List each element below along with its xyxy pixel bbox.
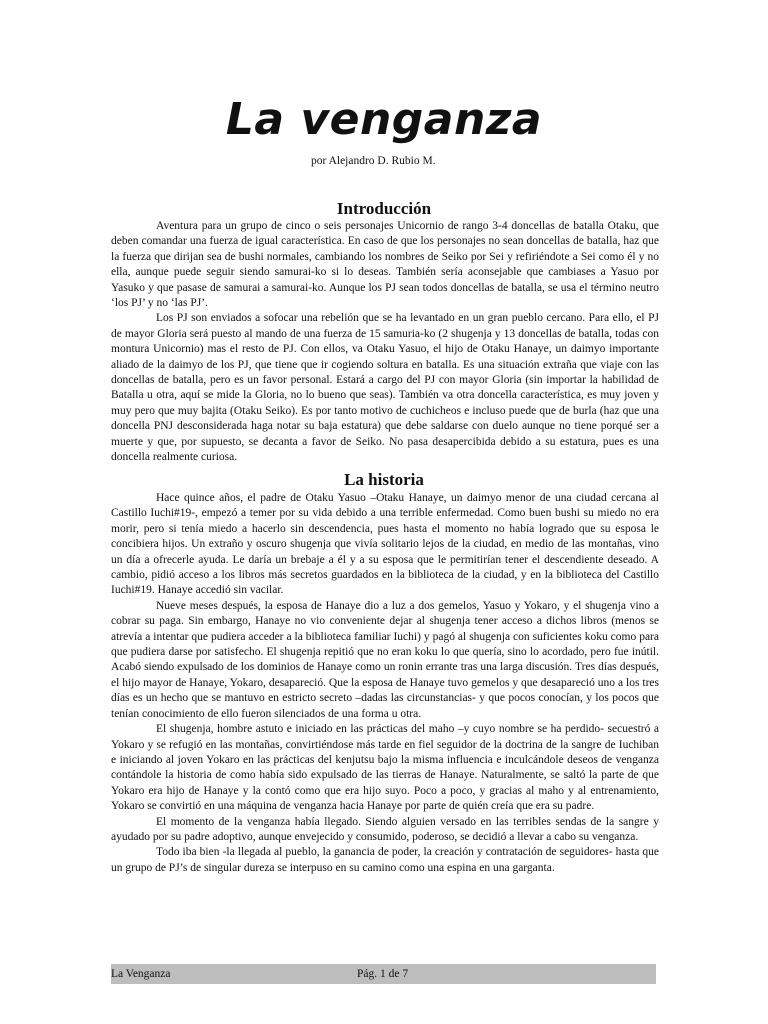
section-body-la-historia [111, 491, 659, 876]
section-heading-la-historia: La historia [344, 470, 424, 489]
footer-page-number: Pág. 1 de 7 [357, 968, 409, 980]
paragraph: El shugenja, hombre astuto e iniciado en las prácticas del maho –y cuyo nombre se ha perdido- secuestró a Yokaro y se refugió en las montañas, convirtiéndose más tarde en fiel seguidor de la doctrina de la sangre de Iuchiban e iniciando al joven Yokaro en las prácticas del kenjutsu bajo la misma influencia e inculcándole deseos de venganza contándole la historia de como había sido expulsado de las tierras de Hanaye. Naturalmente, se saltó la parte de que Yokaro era hijo de Hanaye y la contó como que era hijo suyo. Poco a poco, y gracias al maho y al entrenamiento, Yokaro se convirtió en una máquina de venganza hacia Hanaye por parte de quién creía que era su padre. [111, 723, 659, 813]
document-title: La venganza [225, 94, 543, 145]
paragraph: Aventura para un grupo de cinco o seis personajes Unicornio de rango 3-4 doncellas de batalla Otaku, que deben comandar una fuerza de igual característica. En caso de que los personajes no sean doncellas de batalla, haz que la fuerza que dirijan sea de bushi normales, cambiando los nombres de Seiko por Sei y refiriéndote a Sei como él y no ella, aunque puede seguir siendo samurai-ko si lo deseas. También sería aconsejable que cambiases a Yasuo por Yasuko y que pasase de samurai a samurai-ko. Aunque los PJ sean todos doncellas de batalla, se usa el término neutro ‘los PJ’ y no ‘las PJ’. [111, 220, 659, 310]
section-body-introduccion [111, 219, 659, 466]
footer-document-name: La Venganza [111, 968, 171, 980]
paragraph: Los PJ son enviados a sofocar una rebelión que se ha levantado en un gran pueblo cercano. Para ello, el PJ de mayor Gloria será puesto al mando de una fuerza de 15 samuria-ko (2 shugenja y 13 doncellas de batalla, todas con montura Unicornio) mas el resto de PJ. Con ellos, va Otaku Yasuo, el hijo de Otaku Hanaye, un daimyo importante aliado de la daimyo de los PJ, que tiene que ir cogiendo soltura en batalla. Es una situación extraña que viaje con las doncellas de batalla, pero es un favor personal. Estará a cargo del PJ con mayor Gloria (sin importar la habilidad de Batalla u otra, aquí se mide la Gloria, no lo bueno que seas). También va otra doncella característica, es muy joven y muy pero que muy bajita (Otaku Seiko). Es por tanto motivo de cuchicheos e incluso puede que de burla (haz que una doncella PNJ desconsiderada haga notar su baja estatura) que debe saldarse con duelo aunque no tiene porqué ser a muerte y que, por supuesto, se decanta a favor de Seiko. No pasa desapercibida debido a su estatura, pues es una doncella realmente curiosa. [111, 312, 659, 464]
paragraph: Todo iba bien -la llegada al pueblo, la ganancia de poder, la creación y contratación de seguidores- hasta que un grupo de PJ’s de singular dureza se interpuso en su camino como una espina en una garganta. [111, 846, 659, 874]
section-heading-introduccion: Introducción [336, 199, 432, 218]
paragraph: El momento de la venganza había llegado. Siendo alguien versado en las terribles sendas de la sangre y ayudado por su padre adoptivo, aunque envejecido y consumido, poderoso, se decidió a llevar a cabo su venganza. [111, 815, 659, 843]
paragraph: Hace quince años, el padre de Otaku Yasuo –Otaku Hanaye, un daimyo menor de una ciudad cercana al Castillo Iuchi#19-, empezó a temer por su vida debido a una terrible enfermedad. Como buen bushi su miedo no era morir, pero si tenía miedo a hacerlo sin descendencia, pues hasta el momento no había logrado que su esposa le concibiera hijos. Un extraño y oscuro shugenja que vivía solitario lejos de la ciudad, en medio de las montañas, vino un día a ofrecerle ayuda. Le daría un brebaje a él y a su esposa que le permitirían tener el descendiente deseado. A cambio, pidió acceso a los libros más secretos guardados en la biblioteca de la ciudad, y en la biblioteca del Castillo Iuchi#19. Hanaye accedió sin vacilar. [111, 492, 659, 597]
page-footer [111, 964, 656, 984]
author-byline: por Alejandro D. Rubio M. [311, 155, 436, 167]
paragraph: Nueve meses después, la esposa de Hanaye dio a luz a dos gemelos, Yasuo y Yokaro, y el shugenja vino a cobrar su paga. Sin embargo, Hanaye no vio conveniente dejar al shugenja tener acceso a dichos libros (menos se atrevía a intentar que pudiera acceder a la biblioteca familiar Iuchi) y pagó al shugenja con suficientes koku como para que pudiera darse por satisfecho. El shugenja repitió que no eran koku lo que quería, sino lo acordado, pero fue inútil. Acabó siendo expulsado de los dominios de Hanaye como un ronin errante tras una larga discusión. Tres días después, el hijo mayor de Hanaye, Yokaro, desapareció. Que la esposa de Hanaye tuvo gemelos y que desapareció uno a los tres días es un hecho que se mantuvo en estricto secreto –dadas las circunstancias- y que pocos conocían, y los pocos que tenían conocimiento de ello fueron silenciados de una forma u otra. [111, 599, 659, 720]
